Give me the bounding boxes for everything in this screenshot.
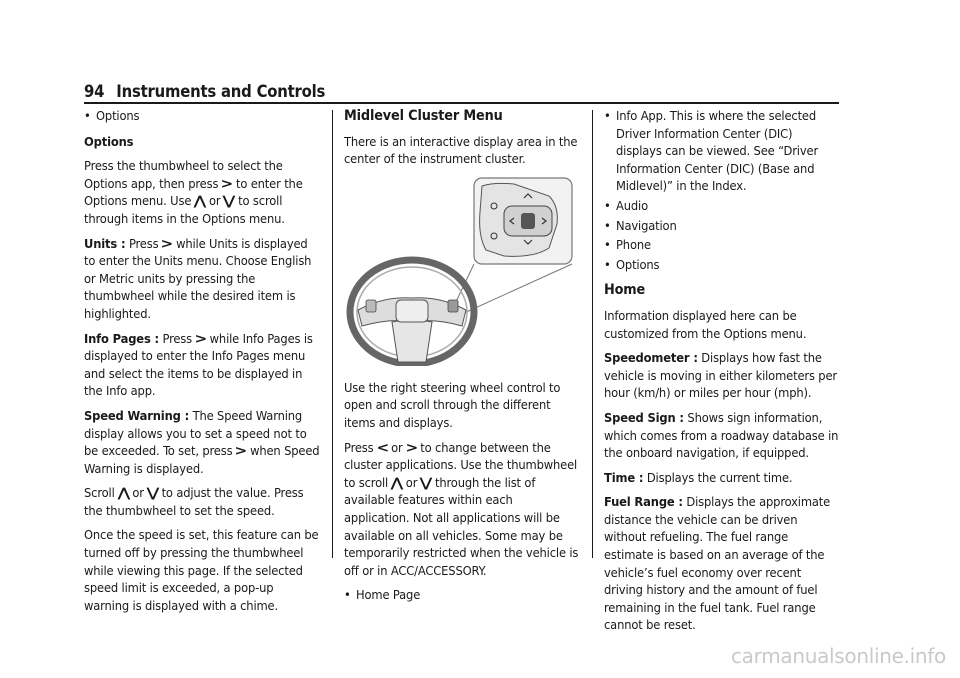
chevron-right-icon: > bbox=[220, 176, 234, 192]
chevron-right-icon: > bbox=[194, 331, 208, 347]
column-3 bbox=[604, 108, 840, 642]
column-1 bbox=[84, 108, 320, 622]
column-divider-1 bbox=[332, 110, 333, 558]
chevron-up-icon: ⋀ bbox=[193, 194, 207, 210]
list-item: • Navigation bbox=[604, 218, 840, 236]
chevron-down-icon: ⋁ bbox=[146, 486, 160, 502]
list-item: • Home Page bbox=[344, 587, 580, 605]
list-item: • Options bbox=[84, 108, 320, 126]
intro-paragraph: There is an interactive display area in the center of the instrument cluster. bbox=[344, 134, 578, 168]
speedometer-paragraph: Speedometer : Displays how fast the vehicle is moving in either kilometers per hour (km/h) or miles per hour (mph). bbox=[604, 351, 837, 402]
use-paragraph: Use the right steering wheel control to open and scroll through the different items and displays. bbox=[344, 380, 561, 431]
list-item: • Audio bbox=[604, 198, 840, 216]
list-item: • Phone bbox=[604, 237, 840, 255]
chevron-down-icon: ⋁ bbox=[222, 194, 236, 210]
home-heading: Home bbox=[604, 282, 646, 299]
watermark: carmanualsonline.info bbox=[730, 644, 946, 668]
options-paragraph: Press the thumbwheel to select the Options app, then press > to enter the Options menu. Use ⋀ or ⋁ to scroll through items in the Options menu. bbox=[84, 159, 303, 227]
options-heading: Options bbox=[84, 134, 134, 150]
chevron-right-icon: > bbox=[405, 440, 418, 456]
column-2 bbox=[344, 108, 580, 607]
press-paragraph: Press < or > to change between the cluster applications. Use the thumbwheel to scroll ⋀ or ⋁ through the list of available features within each application. Not all applications will be available on all vehicles. Some may be temporarily restricted when the vehicle is off or in ACC/ACCESSORY. bbox=[344, 440, 579, 579]
chevron-up-icon: ⋀ bbox=[390, 475, 404, 491]
info-pages-paragraph: Info Pages : Press > while Info Pages is displayed to enter the Info Pages menu and select the items to be displayed in the Info app. bbox=[84, 331, 313, 400]
header-rule bbox=[84, 102, 839, 104]
scroll-paragraph: Scroll ⋀ or ⋁ to adjust the value. Press the thumbwheel to set the speed. bbox=[84, 486, 304, 519]
units-paragraph: Units : Press > while Units is displayed to enter the Units menu. Choose English or Metric units by pressing the thumbwheel while the desired item is highlighted. bbox=[84, 236, 312, 322]
steering-wheel-illustration bbox=[344, 176, 580, 366]
column-divider-2 bbox=[592, 110, 593, 558]
time-paragraph: Time : Displays the current time. bbox=[604, 470, 793, 486]
page-header bbox=[84, 82, 325, 101]
chevron-right-icon: > bbox=[160, 236, 174, 252]
speed-warning-paragraph: Speed Warning : The Speed Warning display allows you to set a speed not to be exceeded. To set, press > when Speed Warning is displayed. bbox=[84, 408, 320, 477]
chevron-right-icon: > bbox=[234, 444, 248, 460]
section-title: Instruments and Controls bbox=[116, 82, 326, 101]
once-set-paragraph: Once the speed is set, this feature can be turned off by pressing the thumbwheel while viewing this page. If the selected speed limit is exceeded, a pop-up warning is displayed with a chime. bbox=[84, 528, 319, 614]
section-heading: Midlevel Cluster Menu bbox=[344, 108, 503, 124]
list-item: • Info App. This is where the selected Driver Information Center (DIC) displays can be viewed. See “Driver Information Center (DIC) (Base and Midlevel)” in the Index. bbox=[604, 108, 840, 196]
speed-sign-paragraph: Speed Sign : Shows sign information, which comes from a roadway database in the onboard navigation, if equipped. bbox=[604, 410, 839, 462]
list-item: • Options bbox=[604, 257, 840, 275]
chevron-down-icon: ⋁ bbox=[419, 475, 433, 491]
fuel-range-paragraph: Fuel Range : Displays the approximate distance the vehicle can be driven without refueling. The fuel range estimate is based on an average of the vehicle’s fuel economy over recent driving history and the amount of fuel remaining in the fuel tank. Fuel range cannot be reset. bbox=[604, 495, 831, 634]
home-intro: Information displayed here can be customized from the Options menu. bbox=[604, 308, 807, 342]
chevron-up-icon: ⋀ bbox=[117, 486, 130, 502]
chevron-left-icon: < bbox=[376, 440, 389, 456]
page-number: 94 bbox=[84, 82, 105, 101]
